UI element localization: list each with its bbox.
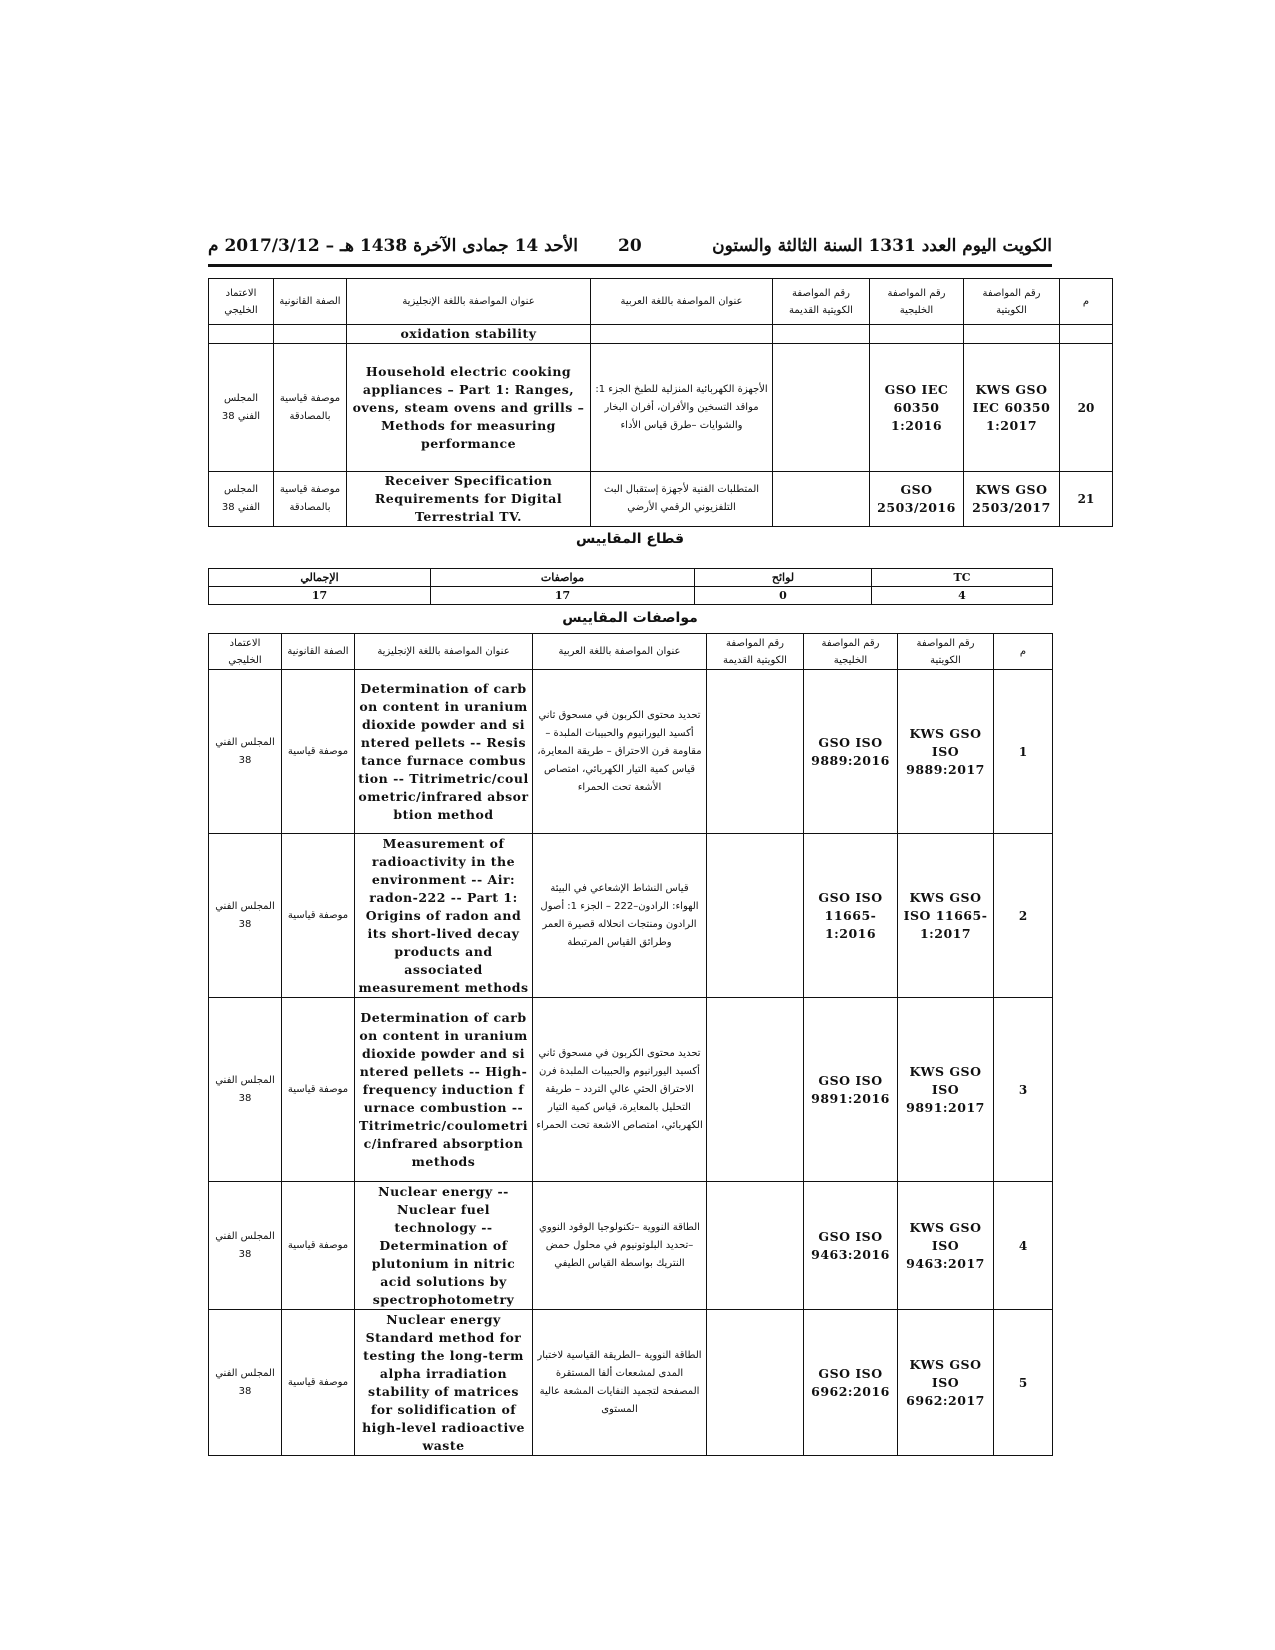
ar-title: الطاقة النووية –الطريقة القياسية لاختبار المدى لمشععات ألفا المستقرة المصفحة لتجميد النفايات المشعة عالية المستوى xyxy=(533,1310,707,1456)
continuation-row xyxy=(209,325,1113,344)
summary-values-row xyxy=(209,587,1053,605)
approval: المجلس الفني 38 xyxy=(209,998,282,1182)
kws-number: KWS GSO IEC 60350 1:2017 xyxy=(964,344,1060,472)
row-number: 4 xyxy=(994,1182,1053,1310)
table-row xyxy=(209,344,1113,472)
old-kws-number xyxy=(707,998,804,1182)
col-en-title: عنوان المواصفة باللغة الإنجليزية xyxy=(347,279,591,325)
en-title: Measurement of radioactivity in the environment -- Air: radon-222 -- Part 1: Origins of radon and its short-lived decay products and associated measurement methods xyxy=(355,834,533,998)
en-title: Nuclear energy Standard method for testing the long-term alpha irradiation stability of matrices for solidification of high-level radioactive waste xyxy=(355,1310,533,1456)
issue-date: الأحد 14 جمادى الآخرة 1438 هـ – 2017/3/12 م xyxy=(208,236,579,256)
gso-number: GSO ISO 9889:2016 xyxy=(804,670,898,834)
approval: المجلس الفني 38 xyxy=(209,1310,282,1456)
standards-table-1 xyxy=(208,278,1113,527)
col-ar-title: عنوان المواصفة باللغة العربية xyxy=(533,634,707,670)
en-title: Household electric cooking appliances – Part 1: Ranges, ovens, steam ovens and grills – Methods for measuring performance xyxy=(347,344,591,472)
ar-title: قياس النشاط الإشعاعي في البيئة الهواء: الرادون–222 – الجزء 1: أصول الرادون ومنتجات انحلاله قصيرة العمر وطرائق القياس المرتبطة xyxy=(533,834,707,998)
page-header xyxy=(208,236,1052,266)
ar-title: تحديد محتوى الكربون في مسحوق ثاني أكسيد اليورانيوم والحبيبات الملبدة – مقاومة فرن الاحتراق – طريقة المعايرة، قياس كمية التيار الكهربائي، امتصاص الأشعة تحت الحمراء xyxy=(533,670,707,834)
en-title: Determination of carbon content in uranium dioxide powder and sintered pellets -- High-frequency induction furnace combustion -- Titrimetric/coulometric/infrared absorption methods xyxy=(355,998,533,1182)
row-number: 3 xyxy=(994,998,1053,1182)
col-approval: الاعتماد الخليجي xyxy=(209,634,282,670)
old-kws-number xyxy=(707,1310,804,1456)
table-row xyxy=(209,998,1053,1182)
col-en-title: عنوان المواصفة باللغة الإنجليزية xyxy=(355,634,533,670)
gso-number: GSO ISO 6962:2016 xyxy=(804,1310,898,1456)
old-kws-number xyxy=(773,472,870,527)
legal-status: موصفة قياسية xyxy=(282,834,355,998)
old-kws-number xyxy=(707,670,804,834)
col-kws: رقم المواصفة الكويتية xyxy=(898,634,994,670)
col-legal: الصفة القانونية xyxy=(274,279,347,325)
approval: المجلس الفني 38 xyxy=(209,670,282,834)
table-row xyxy=(209,1182,1053,1310)
kws-number: KWS GSO 2503/2017 xyxy=(964,472,1060,527)
summary-tc-label: TC xyxy=(872,569,1053,587)
approval: المجلس الفني 38 xyxy=(209,1182,282,1310)
en-title: Nuclear energy -- Nuclear fuel technology -- Determination of plutonium in nitric acid solutions by spectrophotometry xyxy=(355,1182,533,1310)
gso-number: GSO ISO 9891:2016 xyxy=(804,998,898,1182)
summary-regulations-value: 0 xyxy=(695,587,872,605)
en-title: Determination of carbon content in uranium dioxide powder and sintered pellets -- Resistance furnace combustion -- Titrimetric/coulometric/infrared absorbtion method xyxy=(355,670,533,834)
summary-regulations-label: لوائح xyxy=(695,569,872,587)
kws-number: KWS GSO ISO 11665-1:2017 xyxy=(898,834,994,998)
legal-status: موصفة قياسية xyxy=(282,998,355,1182)
row-number: 1 xyxy=(994,670,1053,834)
ar-title: الطاقة النووية –تكنولوجيا الوقود النووي –تحديد البلوتونيوم في محلول حمض النتريك بواسطة القياس الطيفي xyxy=(533,1182,707,1310)
summary-header-row xyxy=(209,569,1053,587)
col-old-kws: رقم المواصفة الكويتية القديمة xyxy=(707,634,804,670)
col-gso: رقم المواصفة الخليجية xyxy=(804,634,898,670)
old-kws-number xyxy=(773,344,870,472)
section-title-metrology: قطاع المقاييس xyxy=(575,531,685,547)
approval: المجلس الفني 38 xyxy=(209,344,274,472)
row-number: 2 xyxy=(994,834,1053,998)
summary-total-value: 17 xyxy=(209,587,431,605)
gazette-issue: الكويت اليوم العدد 1331 السنة الثالثة والستون xyxy=(712,236,1052,256)
kws-number: KWS GSO ISO 6962:2017 xyxy=(898,1310,994,1456)
legal-status: موصفة قياسية xyxy=(282,1182,355,1310)
old-kws-number xyxy=(707,1182,804,1310)
summary-tc-value: 4 xyxy=(872,587,1053,605)
en-title: Receiver Specification Requirements for Digital Terrestrial TV. xyxy=(347,472,591,527)
legal-status: موصفة قياسية بالمصادقة xyxy=(274,472,347,527)
gso-number: GSO ISO 11665-1:2016 xyxy=(804,834,898,998)
col-m: م xyxy=(994,634,1053,670)
row-number: 5 xyxy=(994,1310,1053,1456)
summary-standards-label: مواصفات xyxy=(431,569,695,587)
table-row xyxy=(209,472,1113,527)
approval: المجلس الفني 38 xyxy=(209,834,282,998)
ar-title: تحديد محتوى الكربون في مسحوق ثاني أكسيد اليورانيوم والحبيبات الملبدة فرن الاحتراق الحثي عالي التردد – طريقة التحليل بالمعايرة، قياس كمية التيار الكهربائي، امتصاص الاشعة تحت الحمراء xyxy=(533,998,707,1182)
gso-number: GSO ISO 9463:2016 xyxy=(804,1182,898,1310)
kws-number: KWS GSO ISO 9891:2017 xyxy=(898,998,994,1182)
summary-standards-value: 17 xyxy=(431,587,695,605)
header-rule xyxy=(208,264,1052,267)
col-kws: رقم المواصفة الكويتية xyxy=(964,279,1060,325)
gso-number: GSO 2503/2016 xyxy=(870,472,964,527)
standards-table-2 xyxy=(208,633,1053,1456)
ar-title: المتطلبات الفنية لأجهزة إستقبال البث التلفزيوني الرقمي الأرضي xyxy=(591,472,773,527)
table-header-row xyxy=(209,279,1113,325)
table-row xyxy=(209,670,1053,834)
summary-table xyxy=(208,568,1053,605)
approval: المجلس الفني 38 xyxy=(209,472,274,527)
col-old-kws: رقم المواصفة الكويتية القديمة xyxy=(773,279,870,325)
legal-status: موصفة قياسية بالمصادقة xyxy=(274,344,347,472)
page-number: 20 xyxy=(618,236,642,256)
col-approval: الاعتماد الخليجي xyxy=(209,279,274,325)
legal-status: موصفة قياسية xyxy=(282,1310,355,1456)
ar-title: الأجهزة الكهربائية المنزلية للطبخ الجزء 1: مواقد التسخين والأفران، أفران البخار والشوايات –طرق قياس الأداء xyxy=(591,344,773,472)
table-row xyxy=(209,1310,1053,1456)
col-legal: الصفة القانونية xyxy=(282,634,355,670)
row-number: 21 xyxy=(1060,472,1113,527)
kws-number: KWS GSO ISO 9463:2017 xyxy=(898,1182,994,1310)
gso-number: GSO IEC 60350 1:2016 xyxy=(870,344,964,472)
col-gso: رقم المواصفة الخليجية xyxy=(870,279,964,325)
summary-total-label: الإجمالي xyxy=(209,569,431,587)
col-m: م xyxy=(1060,279,1113,325)
legal-status: موصفة قياسية xyxy=(282,670,355,834)
table-header-row xyxy=(209,634,1053,670)
col-ar-title: عنوان المواصفة باللغة العربية xyxy=(591,279,773,325)
old-kws-number xyxy=(707,834,804,998)
section-title-metrology-standards: مواصفات المقاييس xyxy=(562,610,698,626)
table-row xyxy=(209,834,1053,998)
kws-number: KWS GSO ISO 9889:2017 xyxy=(898,670,994,834)
row-number: 20 xyxy=(1060,344,1113,472)
en-title: oxidation stability xyxy=(347,325,591,344)
